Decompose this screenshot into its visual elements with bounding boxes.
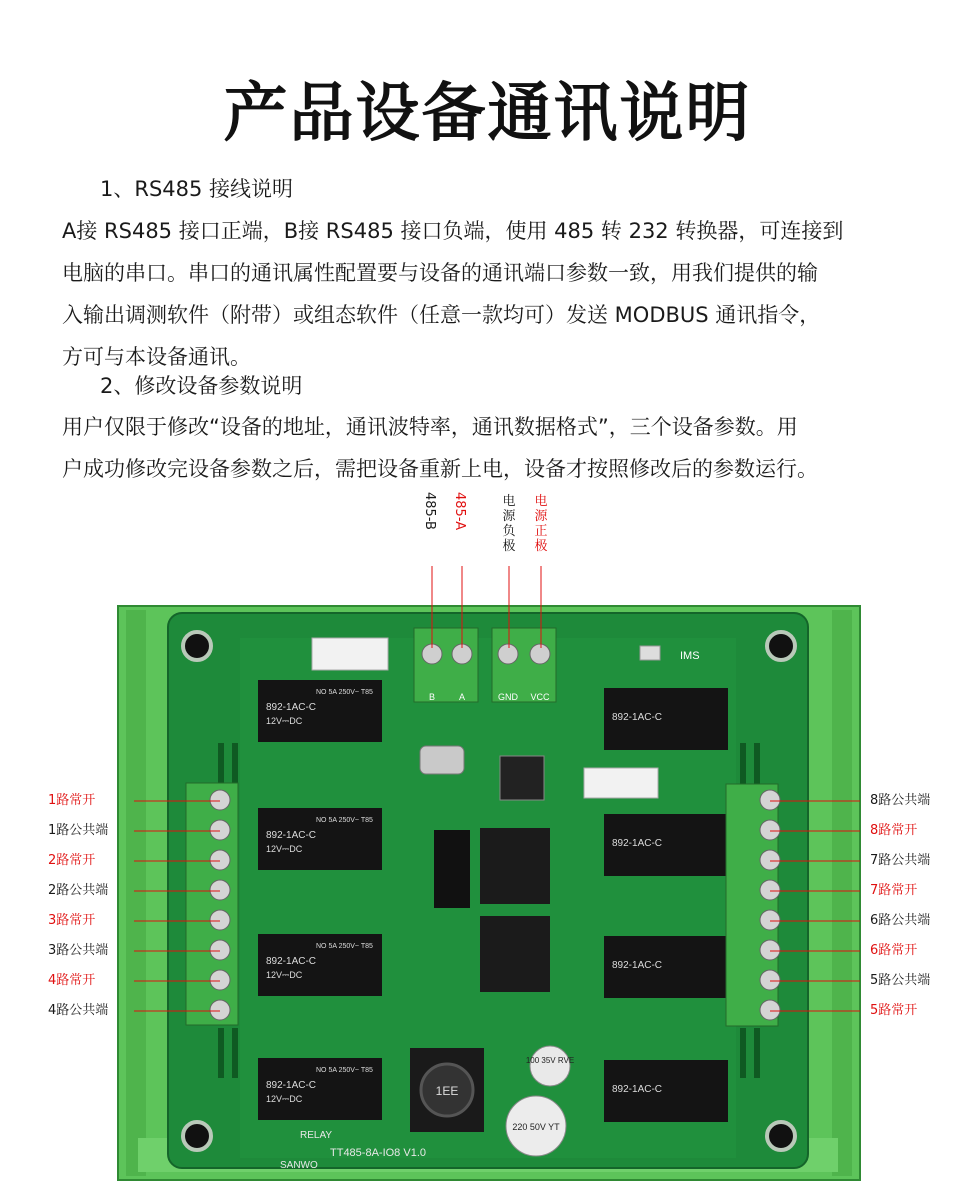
terminal-label-gnd: GND (498, 692, 518, 702)
label-relay6-com: 6路公共端 (870, 913, 931, 928)
label-485-a: 485-A (452, 492, 467, 531)
pcb-board (0, 488, 975, 1185)
label-relay3-com: 3路公共端 (48, 943, 109, 958)
svg-text:892-1AC-C: 892-1AC-C (266, 956, 317, 967)
relay-6 (604, 936, 728, 998)
ims-label: IMS (680, 650, 700, 662)
label-power-negative: 电源负极 (502, 494, 516, 554)
relay-silk-text: RELAY (300, 1130, 333, 1141)
label-relay8-no: 8路常开 (870, 823, 918, 838)
optocoupler (434, 830, 470, 908)
relay-4 (258, 1058, 382, 1120)
svg-text:892-1AC-C: 892-1AC-C (612, 960, 663, 971)
label-relay4-no: 4路常开 (48, 973, 96, 988)
terminal-strip-left (186, 783, 238, 1025)
terminal-label-b: B (428, 692, 436, 702)
label-relay2-no: 2路常开 (48, 853, 96, 868)
svg-text:12V⎓DC: 12V⎓DC (266, 1094, 303, 1104)
ic-chip (480, 916, 550, 992)
section2-line: 户成功修改完设备参数之后，需把设备重新上电，设备才按照修改后的参数运行。 (62, 457, 818, 481)
crystal (420, 746, 464, 774)
label-relay5-com: 5路公共端 (870, 973, 931, 988)
relay-1 (258, 680, 382, 742)
relay-8 (604, 688, 728, 750)
label-485-b: 485-B (422, 492, 437, 530)
terminal-label-a: A (458, 692, 466, 702)
mounting-hole (183, 1122, 211, 1150)
svg-text:892-1AC-C: 892-1AC-C (266, 830, 317, 841)
terminal-block-power (492, 628, 556, 702)
svg-text:12V⎓DC: 12V⎓DC (266, 844, 303, 854)
relay-7 (604, 814, 728, 876)
label-relay6-no: 6路常开 (870, 943, 918, 958)
section1-heading: 1、RS485 接线说明 (100, 177, 294, 201)
svg-text:12V⎓DC: 12V⎓DC (266, 970, 303, 980)
label-relay1-no: 1路常开 (48, 793, 96, 808)
connector-white-top (312, 638, 388, 670)
label-relay4-com: 4路公共端 (48, 1003, 109, 1018)
section2-line: 用户仅限于修改“设备的地址，通讯波特率，通讯数据格式”，三个设备参数。用 (62, 415, 798, 439)
inductor-label: 1EE (435, 1084, 459, 1098)
connector-white-mid (584, 768, 658, 798)
din-rail-left (126, 610, 146, 1176)
relay-2 (258, 808, 382, 870)
svg-text:892-1AC-C: 892-1AC-C (612, 838, 663, 849)
section2-body (62, 406, 932, 490)
svg-text:NO 5A 250V~ T85: NO 5A 250V~ T85 (316, 689, 373, 696)
section1-line: 方可与本设备通讯。 (62, 345, 251, 369)
svg-text:NO 5A 250V~ T85: NO 5A 250V~ T85 (316, 817, 373, 824)
svg-text:12V⎓DC: 12V⎓DC (266, 716, 303, 726)
capacitor-small (530, 1046, 570, 1086)
din-rail-right (832, 610, 852, 1176)
capacitor-small-label: 100 35V RVE (525, 1056, 575, 1065)
mounting-hole (183, 632, 211, 660)
section1-line: 电脑的串口。串口的通讯属性配置要与设备的通讯端口参数一致，用我们提供的输 (62, 261, 818, 285)
terminal-label-vcc: VCC (530, 692, 550, 702)
capacitor-large-label: 220 50V YT (512, 1122, 560, 1132)
board-name-text: TT485-8A-IO8 V1.0 (330, 1147, 426, 1159)
svg-text:892-1AC-C: 892-1AC-C (266, 702, 317, 713)
section1-line: 入输出调测软件（附带）或组态软件（任意一款均可）发送 MODBUS 通讯指令， (62, 303, 821, 327)
relay-3 (258, 934, 382, 996)
mounting-hole (767, 1122, 795, 1150)
label-relay8-com: 8路公共端 (870, 793, 931, 808)
label-relay2-com: 2路公共端 (48, 883, 109, 898)
brand-text: SANWO (280, 1160, 318, 1171)
tact-switch (640, 646, 660, 660)
section1-body (62, 210, 932, 378)
label-relay3-no: 3路常开 (48, 913, 96, 928)
terminal-block-485 (414, 628, 478, 702)
section1-line: A接 RS485 接口正端，B接 RS485 接口负端，使用 485 转 232 转换器，可连接到 (62, 219, 844, 243)
svg-text:892-1AC-C: 892-1AC-C (612, 712, 663, 723)
ic-chip (480, 828, 550, 904)
label-relay7-no: 7路常开 (870, 883, 918, 898)
label-power-positive: 电源正极 (534, 494, 548, 554)
relay-5 (604, 1060, 728, 1122)
board-diagram (0, 488, 975, 1185)
svg-text:892-1AC-C: 892-1AC-C (266, 1080, 317, 1091)
mounting-hole (767, 632, 795, 660)
mcu-chip (500, 756, 544, 800)
svg-text:NO 5A 250V~ T85: NO 5A 250V~ T85 (316, 943, 373, 950)
label-relay1-com: 1路公共端 (48, 823, 109, 838)
svg-text:NO 5A 250V~ T85: NO 5A 250V~ T85 (316, 1067, 373, 1074)
svg-text:892-1AC-C: 892-1AC-C (612, 1084, 663, 1095)
section2-heading: 2、修改设备参数说明 (100, 374, 303, 398)
page-title: 产品设备通讯说明 (223, 77, 752, 151)
label-relay7-com: 7路公共端 (870, 853, 931, 868)
label-relay5-no: 5路常开 (870, 1003, 918, 1018)
